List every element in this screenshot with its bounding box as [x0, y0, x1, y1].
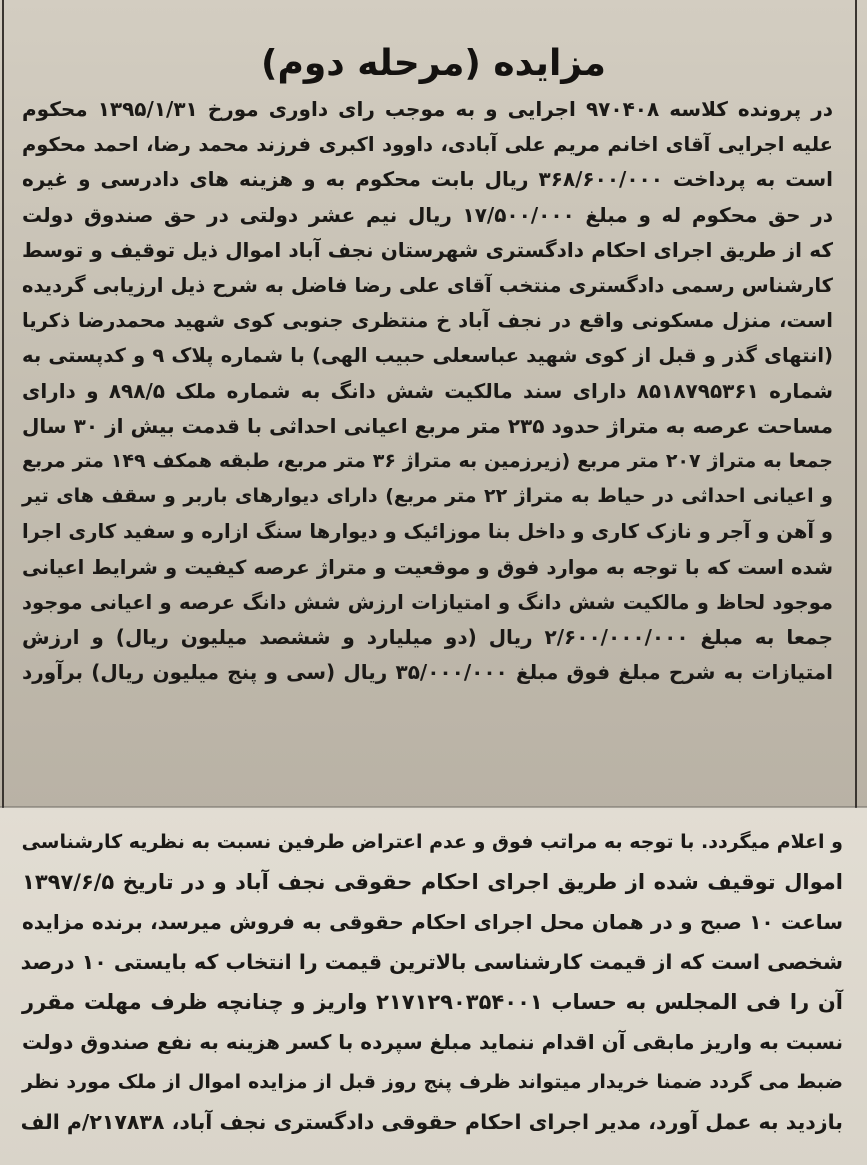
text-line: است، منزل مسکونی واقع در نجف آباد خ منتظری جنوبی کوی شهید محمدرضا ذکریا	[22, 309, 833, 333]
text-line: در پرونده کلاسه ۹۷۰۴۰۸ اجرایی و به موجب رای داوری مورخ ۱۳۹۵/۱/۳۱ محکوم	[22, 97, 834, 121]
frame-border-right	[855, 0, 857, 808]
text-line: و اعیانی احداثی در حیاط به متراژ ۲۲ متر مربع) دارای دیوارهای باربر و سقف های تیر	[22, 485, 833, 508]
text-line: مساحت عرصه به متراژ حدود ۲۳۵ متر مربع اعیانی احداثی با قدمت بیش از ۳۰ سال	[22, 413, 833, 438]
text-line: شماره ۸۵۱۸۷۹۵۳۶۱ دارای سند مالکیت شش دانگ به شماره ملک ۸۹۸/۵ و دارای	[22, 378, 833, 403]
frame-border-left	[2, 0, 4, 808]
text-line: ضبط می گردد ضمنا خریدار میتواند ظرف پنج روز قبل از مزایده اموال از ملک مورد نظر	[22, 1071, 843, 1093]
notice-title: مزایده (مرحله دوم)	[261, 43, 606, 84]
text-line: علیه اجرایی آقای اخانم مریم علی آبادی، داوود اکبری فرزند محمد رضا، احمد محکوم	[22, 133, 833, 157]
text-line: آن را فی المجلس به حساب ۲۱۷۱۲۹۰۳۵۴۰۰۱ واریز و چنانچه ظرف مهلت مقرر	[22, 990, 843, 1014]
notice-body-top	[22, 92, 833, 690]
text-line: امتیازات به شرح مبلغ فوق مبلغ ۳۵/۰۰۰/۰۰۰ ریال (سی و پنج میلیون ریال) برآورد	[22, 660, 834, 685]
text-line: موجود لحاظ و مالکیت شش دانگ و امتیازات ارزش شش دانگ عرصه و اعیانی موجود	[22, 590, 833, 614]
text-line: ساعت ۱۰ صبح و در همان محل اجرای احکام حقوقی به فروش میرسد، برنده مزایده	[22, 910, 843, 934]
text-line: که از طریق اجرای احکام دادگستری شهرستان نجف آباد اموال ذیل توقیف و توسط	[22, 237, 833, 262]
text-line: بازدید به عمل آورد، مدیر اجرای احکام حقوقی دادگستری نجف آباد، ۲۱۷۸۳۸/م الف	[20, 1110, 843, 1134]
text-line: (انتهای گذر و قبل از کوی شهید عباسعلی حبیب الهی) با شماره پلاک ۹ و کدپستی به	[22, 344, 834, 368]
text-line: و آهن و آجر و نازک کاری و داخل بنا موزائیک و دیوارها سنگ ازاره و سفید کاری اجرا	[22, 520, 833, 544]
text-line: نسبت به واریز مابقی آن اقدام ننماید مبلغ سپرده با کسر هزینه به نفع صندوق دولت	[22, 1030, 843, 1054]
notice-clipping-bottom	[0, 808, 867, 1165]
text-line: شخصی است که از قیمت کارشناسی بالاترین قیمت را انتخاب که بایستی ۱۰ درصد	[20, 950, 843, 974]
text-line: در حق محکوم له و مبلغ ۱۷/۵۰۰/۰۰۰ ریال نیم عشر دولتی در حق صندوق دولت	[22, 202, 833, 227]
text-line: کارشناس رسمی دادگستری منتخب آقای علی رضا فاضل به شرح ذیل ارزیابی گردیده	[22, 274, 833, 298]
text-line: اموال توقیف شده از طریق اجرای احکام حقوقی نجف آباد و در تاریخ ۱۳۹۷/۶/۵	[22, 870, 843, 894]
text-line: است به پرداخت ۳۶۸/۶۰۰/۰۰۰ ریال بابت محکوم به و هزینه های دادرسی و غیره	[22, 167, 833, 192]
notice-body-bottom	[22, 822, 843, 1142]
text-line: جمعا به مبلغ ۲/۶۰۰/۰۰۰/۰۰۰ ریال (دو میلیارد و ششصد میلیون ریال) و ارزش	[22, 625, 834, 650]
text-line: جمعا به متراژ ۲۰۷ متر مربع (زیرزمین به متراژ ۳۶ متر مربع، طبقه همکف ۱۴۹ متر مربع	[22, 450, 834, 473]
text-line: شده است که با توجه به موارد فوق و موقعیت و متراژ عرصه کیفیت و شرایط اعیانی	[22, 555, 833, 579]
text-line: و اعلام میگردد. با توجه به مراتب فوق و عدم اعتراض طرفین نسبت به نظریه کارشناسی	[21, 831, 843, 853]
